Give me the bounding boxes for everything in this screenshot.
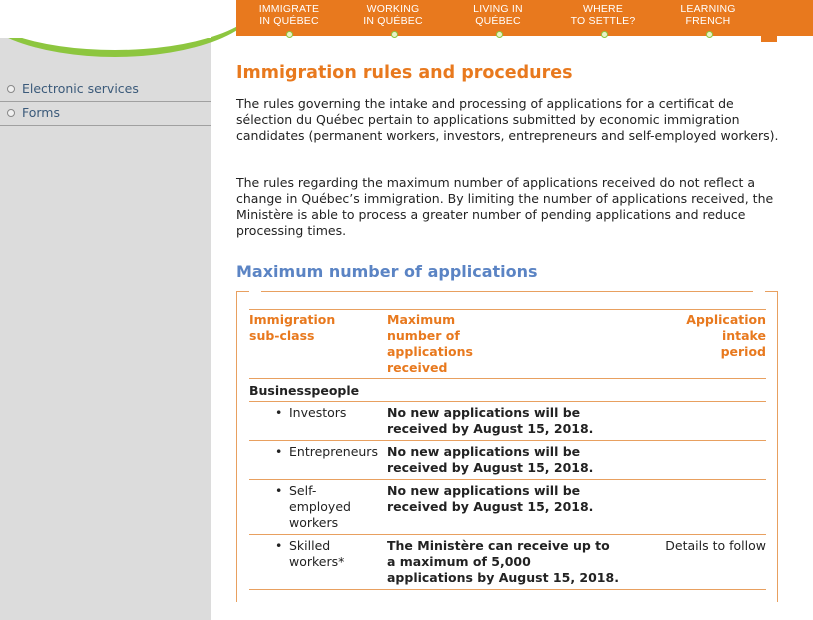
nav-label-line2: IN QUÉBEC (259, 15, 319, 27)
subclass-cell (249, 480, 387, 535)
nav-label-line2: FRENCH (685, 15, 731, 27)
header-subclass: Immigration sub-class (249, 310, 387, 379)
table-header-row (249, 310, 766, 379)
page-title: Immigration rules and procedures (236, 63, 573, 83)
nav-label-line1: IMMIGRATE (258, 3, 320, 15)
period-cell (641, 480, 766, 535)
bullet-icon: • (275, 405, 283, 420)
table-row (249, 402, 766, 441)
sidebar-item-electronic-services[interactable] (0, 78, 211, 102)
nav-living-in-quebec[interactable] (445, 3, 551, 27)
box-gap (249, 291, 261, 292)
nav-dot-icon (286, 31, 293, 38)
subclass-label: Investors (289, 405, 347, 420)
box-gap (753, 291, 765, 292)
maximum-cell: The Ministère can receive up to a maximum of 5,000 applications by August 15, 2018. (387, 535, 641, 590)
bullet-icon: • (275, 538, 283, 553)
header-maximum: Maximum number of applications received (387, 310, 641, 379)
table-row (249, 480, 766, 535)
nav-where-to-settle[interactable] (550, 3, 656, 27)
nav-label-line2: TO SETTLE? (570, 15, 636, 27)
nav-dot-icon (706, 31, 713, 38)
applications-table-box (236, 291, 778, 602)
subclass-label: Entrepreneurs (289, 444, 378, 459)
nav-label-line1: LEARNING (680, 3, 736, 15)
subclass-label: Self-employed workers (289, 483, 351, 530)
nav-label-line1: WORKING (366, 3, 420, 15)
logo-area (0, 0, 211, 38)
sidebar-item-forms[interactable] (0, 102, 211, 126)
nav-learning-french[interactable] (655, 3, 761, 27)
nav-dot-icon (601, 31, 608, 38)
nav-immigrate-in-quebec[interactable] (236, 3, 342, 27)
subclass-cell (249, 535, 387, 590)
nav-label-line2: QUÉBEC (475, 15, 521, 27)
section-title: Maximum number of applications (236, 262, 538, 281)
sidebar-item-label[interactable]: Electronic services (22, 81, 139, 96)
sidebar-item-label[interactable]: Forms (22, 105, 61, 120)
period-cell: Details to follow (641, 535, 766, 590)
table-group-row (249, 379, 766, 402)
group-label: Businesspeople (249, 379, 766, 402)
maximum-cell: No new applications will be received by August 15, 2018. (387, 402, 641, 441)
nav-accent-tab (761, 36, 777, 42)
nav-label-line2: IN QUÉBEC (363, 15, 423, 27)
subclass-label: Skilled workers* (289, 538, 345, 569)
maximum-cell: No new applications will be received by August 15, 2018. (387, 441, 641, 480)
sidebar-links (0, 78, 211, 126)
bullet-icon: • (275, 483, 283, 498)
nav-label-line1: LIVING IN (473, 3, 523, 15)
subclass-cell (249, 441, 387, 480)
period-cell (641, 402, 766, 441)
nav-working-in-quebec[interactable] (340, 3, 446, 27)
bullet-icon: • (275, 444, 283, 459)
maximum-cell: No new applications will be received by August 15, 2018. (387, 480, 641, 535)
nav-dot-icon (496, 31, 503, 38)
radio-bullet-icon (7, 85, 15, 93)
left-sidebar (0, 0, 211, 620)
radio-bullet-icon (7, 109, 15, 117)
nav-dot-icon (391, 31, 398, 38)
nav-label-line1: WHERE (582, 3, 624, 15)
subclass-cell (249, 402, 387, 441)
intro-paragraph: The rules governing the intake and processing of applications for a certificat de sélection du Québec pertain to applications submitted by economic immigration candidates (permanent workers, investors, entrepreneurs and self-employed workers). (236, 96, 779, 143)
rules-paragraph: The rules regarding the maximum number of applications received do not reflect a change in Québec’s immigration. By limiting the number of applications received, the Ministère is able to process a greater number of pending applications and reduce processing times. (236, 175, 774, 238)
header-intake-period: Application intake period (641, 310, 766, 379)
period-cell (641, 441, 766, 480)
table-row (249, 441, 766, 480)
applications-table (249, 309, 766, 590)
table-row (249, 535, 766, 590)
